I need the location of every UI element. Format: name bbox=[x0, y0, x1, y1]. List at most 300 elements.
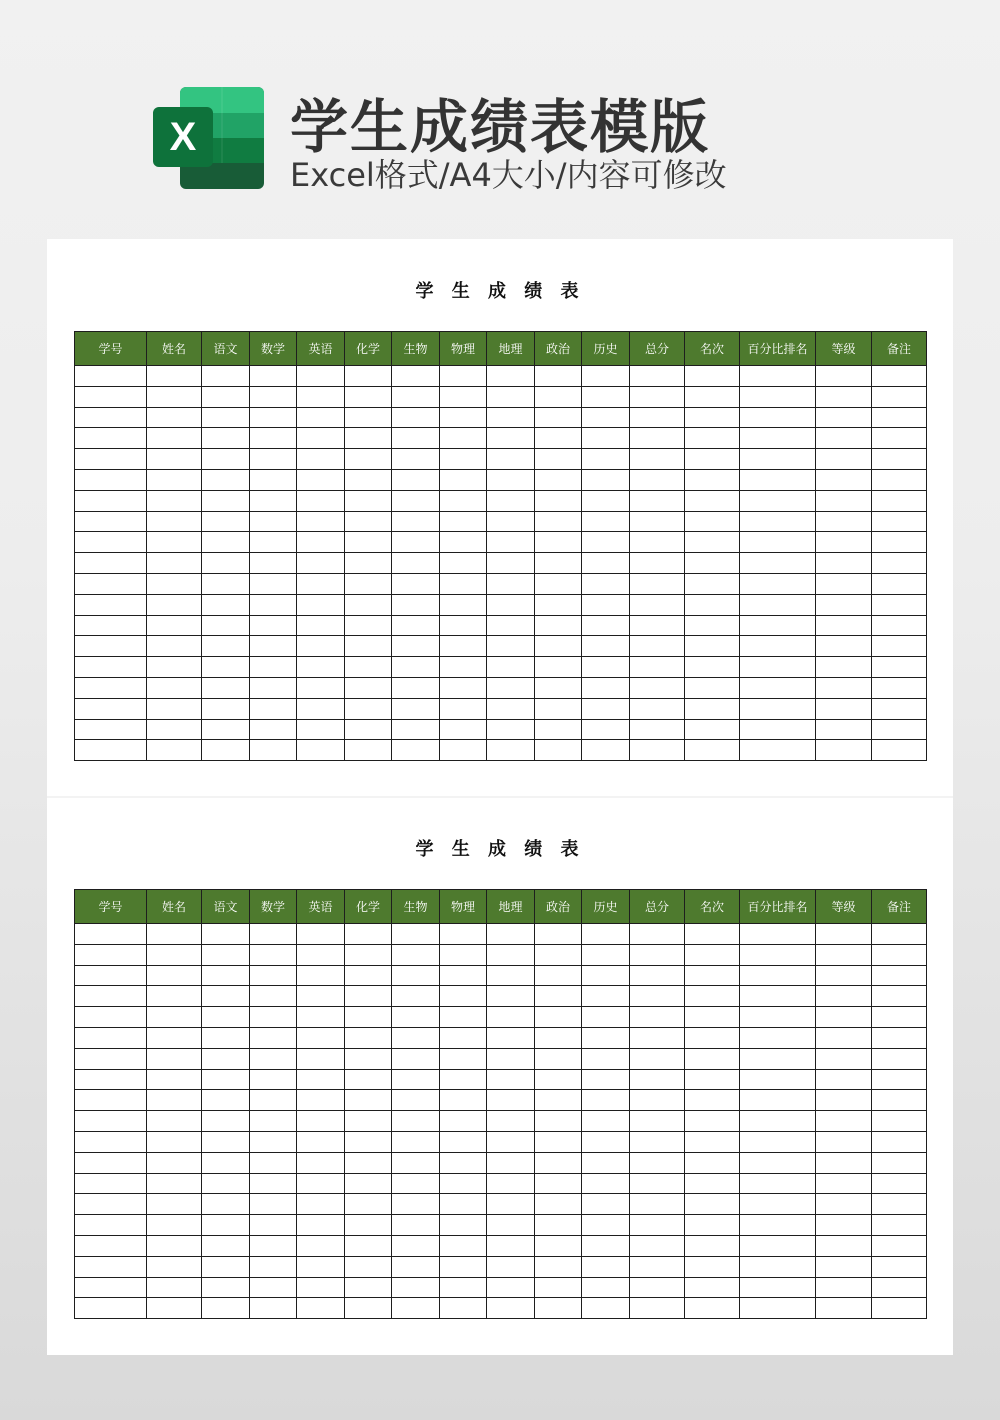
table-cell[interactable] bbox=[392, 1277, 440, 1298]
table-cell[interactable] bbox=[816, 1027, 872, 1048]
table-cell[interactable] bbox=[147, 1235, 202, 1256]
table-cell[interactable] bbox=[535, 532, 582, 553]
table-cell[interactable] bbox=[630, 490, 685, 511]
table-cell[interactable] bbox=[816, 469, 872, 490]
table-cell[interactable] bbox=[535, 1131, 582, 1152]
table-cell[interactable] bbox=[816, 1256, 872, 1277]
table-cell[interactable] bbox=[440, 1256, 487, 1277]
table-cell[interactable] bbox=[816, 986, 872, 1007]
table-cell[interactable] bbox=[535, 469, 582, 490]
table-cell[interactable] bbox=[75, 944, 147, 965]
table-cell[interactable] bbox=[487, 1048, 535, 1069]
table-cell[interactable] bbox=[345, 1194, 392, 1215]
table-cell[interactable] bbox=[816, 1173, 872, 1194]
table-cell[interactable] bbox=[345, 532, 392, 553]
table-cell[interactable] bbox=[740, 1152, 816, 1173]
table-cell[interactable] bbox=[392, 1152, 440, 1173]
table-cell[interactable] bbox=[630, 944, 685, 965]
table-cell[interactable] bbox=[872, 469, 927, 490]
table-cell[interactable] bbox=[816, 428, 872, 449]
table-cell[interactable] bbox=[75, 1194, 147, 1215]
table-cell[interactable] bbox=[75, 1277, 147, 1298]
table-cell[interactable] bbox=[872, 1235, 927, 1256]
table-cell[interactable] bbox=[297, 511, 345, 532]
table-cell[interactable] bbox=[250, 594, 297, 615]
table-cell[interactable] bbox=[685, 553, 740, 574]
table-cell[interactable] bbox=[816, 1277, 872, 1298]
table-cell[interactable] bbox=[816, 1048, 872, 1069]
table-cell[interactable] bbox=[297, 407, 345, 428]
table-cell[interactable] bbox=[872, 944, 927, 965]
table-cell[interactable] bbox=[147, 1298, 202, 1319]
table-cell[interactable] bbox=[487, 615, 535, 636]
table-cell[interactable] bbox=[630, 449, 685, 470]
table-cell[interactable] bbox=[250, 1173, 297, 1194]
table-cell[interactable] bbox=[392, 428, 440, 449]
table-cell[interactable] bbox=[345, 944, 392, 965]
table-cell[interactable] bbox=[487, 986, 535, 1007]
table-cell[interactable] bbox=[440, 1235, 487, 1256]
table-cell[interactable] bbox=[75, 698, 147, 719]
table-cell[interactable] bbox=[75, 1069, 147, 1090]
table-cell[interactable] bbox=[630, 366, 685, 387]
table-cell[interactable] bbox=[75, 386, 147, 407]
table-cell[interactable] bbox=[816, 1235, 872, 1256]
table-cell[interactable] bbox=[872, 449, 927, 470]
table-cell[interactable] bbox=[440, 965, 487, 986]
table-cell[interactable] bbox=[202, 1131, 250, 1152]
table-cell[interactable] bbox=[582, 511, 630, 532]
table-cell[interactable] bbox=[685, 573, 740, 594]
table-cell[interactable] bbox=[392, 740, 440, 761]
table-cell[interactable] bbox=[740, 511, 816, 532]
table-cell[interactable] bbox=[202, 1298, 250, 1319]
table-cell[interactable] bbox=[872, 677, 927, 698]
table-cell[interactable] bbox=[202, 1256, 250, 1277]
table-cell[interactable] bbox=[202, 573, 250, 594]
table-cell[interactable] bbox=[685, 677, 740, 698]
table-cell[interactable] bbox=[740, 636, 816, 657]
table-cell[interactable] bbox=[816, 573, 872, 594]
table-cell[interactable] bbox=[487, 469, 535, 490]
table-cell[interactable] bbox=[582, 636, 630, 657]
table-cell[interactable] bbox=[147, 573, 202, 594]
table-cell[interactable] bbox=[147, 1256, 202, 1277]
table-cell[interactable] bbox=[202, 428, 250, 449]
table-cell[interactable] bbox=[297, 490, 345, 511]
table-cell[interactable] bbox=[872, 1027, 927, 1048]
table-cell[interactable] bbox=[345, 636, 392, 657]
table-cell[interactable] bbox=[147, 366, 202, 387]
table-cell[interactable] bbox=[345, 573, 392, 594]
table-cell[interactable] bbox=[392, 386, 440, 407]
table-cell[interactable] bbox=[250, 1027, 297, 1048]
table-cell[interactable] bbox=[250, 1235, 297, 1256]
table-cell[interactable] bbox=[582, 594, 630, 615]
table-cell[interactable] bbox=[392, 1111, 440, 1132]
table-cell[interactable] bbox=[535, 1298, 582, 1319]
table-cell[interactable] bbox=[75, 965, 147, 986]
table-cell[interactable] bbox=[582, 1235, 630, 1256]
table-cell[interactable] bbox=[345, 677, 392, 698]
table-cell[interactable] bbox=[685, 511, 740, 532]
table-cell[interactable] bbox=[685, 924, 740, 945]
table-cell[interactable] bbox=[630, 636, 685, 657]
table-cell[interactable] bbox=[487, 573, 535, 594]
table-cell[interactable] bbox=[685, 1152, 740, 1173]
table-cell[interactable] bbox=[582, 490, 630, 511]
table-cell[interactable] bbox=[872, 573, 927, 594]
table-cell[interactable] bbox=[630, 1131, 685, 1152]
table-cell[interactable] bbox=[147, 1173, 202, 1194]
table-cell[interactable] bbox=[147, 965, 202, 986]
table-cell[interactable] bbox=[147, 386, 202, 407]
table-cell[interactable] bbox=[297, 944, 345, 965]
table-cell[interactable] bbox=[535, 1277, 582, 1298]
table-cell[interactable] bbox=[630, 469, 685, 490]
table-cell[interactable] bbox=[75, 428, 147, 449]
table-cell[interactable] bbox=[740, 428, 816, 449]
table-cell[interactable] bbox=[297, 1256, 345, 1277]
table-cell[interactable] bbox=[487, 490, 535, 511]
table-cell[interactable] bbox=[630, 1173, 685, 1194]
table-cell[interactable] bbox=[392, 615, 440, 636]
table-cell[interactable] bbox=[685, 636, 740, 657]
table-cell[interactable] bbox=[297, 924, 345, 945]
table-cell[interactable] bbox=[816, 1069, 872, 1090]
table-cell[interactable] bbox=[816, 407, 872, 428]
table-cell[interactable] bbox=[202, 1090, 250, 1111]
table-cell[interactable] bbox=[440, 532, 487, 553]
table-cell[interactable] bbox=[250, 1131, 297, 1152]
table-cell[interactable] bbox=[147, 1048, 202, 1069]
table-cell[interactable] bbox=[582, 944, 630, 965]
table-cell[interactable] bbox=[297, 1298, 345, 1319]
table-cell[interactable] bbox=[630, 1277, 685, 1298]
table-cell[interactable] bbox=[685, 449, 740, 470]
table-cell[interactable] bbox=[582, 719, 630, 740]
table-cell[interactable] bbox=[740, 469, 816, 490]
table-cell[interactable] bbox=[345, 469, 392, 490]
table-cell[interactable] bbox=[630, 965, 685, 986]
table-cell[interactable] bbox=[250, 449, 297, 470]
table-cell[interactable] bbox=[297, 657, 345, 678]
table-cell[interactable] bbox=[345, 1277, 392, 1298]
table-cell[interactable] bbox=[202, 924, 250, 945]
table-cell[interactable] bbox=[392, 1215, 440, 1236]
table-cell[interactable] bbox=[147, 1111, 202, 1132]
table-cell[interactable] bbox=[202, 677, 250, 698]
table-cell[interactable] bbox=[872, 366, 927, 387]
table-cell[interactable] bbox=[872, 719, 927, 740]
table-cell[interactable] bbox=[740, 719, 816, 740]
table-cell[interactable] bbox=[345, 386, 392, 407]
table-cell[interactable] bbox=[535, 594, 582, 615]
table-cell[interactable] bbox=[740, 944, 816, 965]
table-cell[interactable] bbox=[582, 1090, 630, 1111]
table-cell[interactable] bbox=[440, 1007, 487, 1028]
table-cell[interactable] bbox=[202, 986, 250, 1007]
table-cell[interactable] bbox=[816, 1152, 872, 1173]
table-cell[interactable] bbox=[535, 407, 582, 428]
table-cell[interactable] bbox=[582, 1256, 630, 1277]
table-cell[interactable] bbox=[345, 740, 392, 761]
table-cell[interactable] bbox=[345, 1152, 392, 1173]
table-cell[interactable] bbox=[392, 719, 440, 740]
table-cell[interactable] bbox=[75, 449, 147, 470]
table-cell[interactable] bbox=[440, 386, 487, 407]
table-cell[interactable] bbox=[202, 469, 250, 490]
table-cell[interactable] bbox=[250, 386, 297, 407]
table-cell[interactable] bbox=[535, 573, 582, 594]
table-cell[interactable] bbox=[535, 657, 582, 678]
table-cell[interactable] bbox=[740, 553, 816, 574]
table-cell[interactable] bbox=[297, 1152, 345, 1173]
table-cell[interactable] bbox=[147, 657, 202, 678]
table-cell[interactable] bbox=[392, 1048, 440, 1069]
table-cell[interactable] bbox=[872, 1111, 927, 1132]
table-cell[interactable] bbox=[250, 428, 297, 449]
table-cell[interactable] bbox=[440, 986, 487, 1007]
table-cell[interactable] bbox=[872, 1048, 927, 1069]
table-cell[interactable] bbox=[535, 511, 582, 532]
table-cell[interactable] bbox=[250, 1048, 297, 1069]
table-cell[interactable] bbox=[440, 719, 487, 740]
table-cell[interactable] bbox=[392, 1090, 440, 1111]
table-cell[interactable] bbox=[392, 573, 440, 594]
table-cell[interactable] bbox=[535, 924, 582, 945]
table-cell[interactable] bbox=[440, 1152, 487, 1173]
table-cell[interactable] bbox=[535, 698, 582, 719]
table-cell[interactable] bbox=[872, 636, 927, 657]
table-cell[interactable] bbox=[740, 1194, 816, 1215]
table-cell[interactable] bbox=[685, 657, 740, 678]
table-cell[interactable] bbox=[202, 449, 250, 470]
table-cell[interactable] bbox=[630, 1007, 685, 1028]
table-cell[interactable] bbox=[685, 986, 740, 1007]
table-cell[interactable] bbox=[250, 944, 297, 965]
table-cell[interactable] bbox=[392, 532, 440, 553]
table-cell[interactable] bbox=[740, 924, 816, 945]
table-cell[interactable] bbox=[487, 1111, 535, 1132]
table-cell[interactable] bbox=[392, 986, 440, 1007]
table-cell[interactable] bbox=[345, 553, 392, 574]
table-cell[interactable] bbox=[250, 490, 297, 511]
table-cell[interactable] bbox=[392, 449, 440, 470]
table-cell[interactable] bbox=[740, 615, 816, 636]
table-cell[interactable] bbox=[202, 366, 250, 387]
table-cell[interactable] bbox=[147, 944, 202, 965]
table-cell[interactable] bbox=[440, 657, 487, 678]
table-cell[interactable] bbox=[202, 1027, 250, 1048]
table-cell[interactable] bbox=[872, 428, 927, 449]
table-cell[interactable] bbox=[345, 1007, 392, 1028]
table-cell[interactable] bbox=[75, 1256, 147, 1277]
table-cell[interactable] bbox=[147, 407, 202, 428]
table-cell[interactable] bbox=[582, 573, 630, 594]
table-cell[interactable] bbox=[345, 615, 392, 636]
table-cell[interactable] bbox=[202, 1069, 250, 1090]
table-cell[interactable] bbox=[535, 1111, 582, 1132]
table-cell[interactable] bbox=[872, 386, 927, 407]
table-cell[interactable] bbox=[816, 1298, 872, 1319]
table-cell[interactable] bbox=[297, 386, 345, 407]
table-cell[interactable] bbox=[872, 1215, 927, 1236]
table-cell[interactable] bbox=[345, 428, 392, 449]
table-cell[interactable] bbox=[75, 1235, 147, 1256]
table-cell[interactable] bbox=[250, 1215, 297, 1236]
table-cell[interactable] bbox=[535, 1048, 582, 1069]
table-cell[interactable] bbox=[872, 740, 927, 761]
table-cell[interactable] bbox=[487, 1277, 535, 1298]
table-cell[interactable] bbox=[630, 594, 685, 615]
table-cell[interactable] bbox=[740, 573, 816, 594]
table-cell[interactable] bbox=[740, 1027, 816, 1048]
table-cell[interactable] bbox=[250, 698, 297, 719]
table-cell[interactable] bbox=[392, 594, 440, 615]
table-cell[interactable] bbox=[630, 386, 685, 407]
table-cell[interactable] bbox=[487, 1194, 535, 1215]
table-cell[interactable] bbox=[740, 1007, 816, 1028]
table-cell[interactable] bbox=[202, 1152, 250, 1173]
table-cell[interactable] bbox=[872, 1007, 927, 1028]
table-cell[interactable] bbox=[392, 407, 440, 428]
table-cell[interactable] bbox=[75, 924, 147, 945]
table-cell[interactable] bbox=[487, 1256, 535, 1277]
table-cell[interactable] bbox=[440, 553, 487, 574]
table-cell[interactable] bbox=[535, 1194, 582, 1215]
table-cell[interactable] bbox=[297, 1173, 345, 1194]
table-cell[interactable] bbox=[685, 965, 740, 986]
table-cell[interactable] bbox=[75, 1152, 147, 1173]
table-cell[interactable] bbox=[487, 1027, 535, 1048]
table-cell[interactable] bbox=[630, 553, 685, 574]
table-cell[interactable] bbox=[345, 1069, 392, 1090]
table-cell[interactable] bbox=[297, 1069, 345, 1090]
table-cell[interactable] bbox=[345, 1090, 392, 1111]
table-cell[interactable] bbox=[872, 657, 927, 678]
table-cell[interactable] bbox=[147, 1194, 202, 1215]
table-cell[interactable] bbox=[202, 657, 250, 678]
table-cell[interactable] bbox=[535, 449, 582, 470]
table-cell[interactable] bbox=[202, 636, 250, 657]
table-cell[interactable] bbox=[685, 1235, 740, 1256]
table-cell[interactable] bbox=[685, 469, 740, 490]
table-cell[interactable] bbox=[202, 1007, 250, 1028]
table-cell[interactable] bbox=[75, 1298, 147, 1319]
table-cell[interactable] bbox=[75, 1111, 147, 1132]
table-cell[interactable] bbox=[297, 677, 345, 698]
table-cell[interactable] bbox=[872, 1152, 927, 1173]
table-cell[interactable] bbox=[75, 490, 147, 511]
table-cell[interactable] bbox=[440, 1298, 487, 1319]
table-cell[interactable] bbox=[582, 677, 630, 698]
table-cell[interactable] bbox=[816, 1111, 872, 1132]
table-cell[interactable] bbox=[582, 366, 630, 387]
table-cell[interactable] bbox=[740, 1235, 816, 1256]
table-cell[interactable] bbox=[297, 1235, 345, 1256]
table-cell[interactable] bbox=[250, 1069, 297, 1090]
table-cell[interactable] bbox=[202, 532, 250, 553]
table-cell[interactable] bbox=[582, 924, 630, 945]
table-cell[interactable] bbox=[147, 428, 202, 449]
table-cell[interactable] bbox=[250, 407, 297, 428]
table-cell[interactable] bbox=[297, 1215, 345, 1236]
table-cell[interactable] bbox=[685, 1048, 740, 1069]
table-cell[interactable] bbox=[345, 1235, 392, 1256]
table-cell[interactable] bbox=[345, 698, 392, 719]
table-cell[interactable] bbox=[740, 740, 816, 761]
table-cell[interactable] bbox=[582, 386, 630, 407]
table-cell[interactable] bbox=[582, 1277, 630, 1298]
table-cell[interactable] bbox=[740, 1069, 816, 1090]
table-cell[interactable] bbox=[440, 469, 487, 490]
table-cell[interactable] bbox=[816, 532, 872, 553]
table-cell[interactable] bbox=[685, 615, 740, 636]
table-cell[interactable] bbox=[872, 924, 927, 945]
table-cell[interactable] bbox=[440, 573, 487, 594]
table-cell[interactable] bbox=[685, 1194, 740, 1215]
table-cell[interactable] bbox=[297, 1194, 345, 1215]
table-cell[interactable] bbox=[147, 677, 202, 698]
table-cell[interactable] bbox=[392, 657, 440, 678]
table-cell[interactable] bbox=[872, 490, 927, 511]
table-cell[interactable] bbox=[250, 1194, 297, 1215]
table-cell[interactable] bbox=[872, 1194, 927, 1215]
table-cell[interactable] bbox=[297, 1090, 345, 1111]
table-cell[interactable] bbox=[297, 366, 345, 387]
table-cell[interactable] bbox=[202, 594, 250, 615]
table-cell[interactable] bbox=[75, 1027, 147, 1048]
table-cell[interactable] bbox=[487, 636, 535, 657]
table-cell[interactable] bbox=[250, 657, 297, 678]
table-cell[interactable] bbox=[297, 1007, 345, 1028]
table-cell[interactable] bbox=[535, 1256, 582, 1277]
table-cell[interactable] bbox=[147, 532, 202, 553]
table-cell[interactable] bbox=[487, 1069, 535, 1090]
table-cell[interactable] bbox=[250, 924, 297, 945]
table-cell[interactable] bbox=[297, 428, 345, 449]
table-cell[interactable] bbox=[685, 1090, 740, 1111]
table-cell[interactable] bbox=[250, 553, 297, 574]
table-cell[interactable] bbox=[147, 511, 202, 532]
table-cell[interactable] bbox=[440, 1173, 487, 1194]
table-cell[interactable] bbox=[392, 924, 440, 945]
table-cell[interactable] bbox=[297, 986, 345, 1007]
table-cell[interactable] bbox=[147, 469, 202, 490]
table-cell[interactable] bbox=[816, 366, 872, 387]
table-cell[interactable] bbox=[685, 740, 740, 761]
table-cell[interactable] bbox=[630, 1111, 685, 1132]
table-cell[interactable] bbox=[582, 407, 630, 428]
table-cell[interactable] bbox=[345, 1256, 392, 1277]
table-cell[interactable] bbox=[582, 1007, 630, 1028]
table-cell[interactable] bbox=[392, 965, 440, 986]
table-cell[interactable] bbox=[535, 386, 582, 407]
table-cell[interactable] bbox=[582, 469, 630, 490]
table-cell[interactable] bbox=[816, 636, 872, 657]
table-cell[interactable] bbox=[440, 740, 487, 761]
table-cell[interactable] bbox=[487, 428, 535, 449]
table-cell[interactable] bbox=[872, 1277, 927, 1298]
table-cell[interactable] bbox=[535, 1173, 582, 1194]
table-cell[interactable] bbox=[630, 1090, 685, 1111]
table-cell[interactable] bbox=[440, 1131, 487, 1152]
table-cell[interactable] bbox=[487, 657, 535, 678]
table-cell[interactable] bbox=[487, 1215, 535, 1236]
table-cell[interactable] bbox=[297, 469, 345, 490]
table-cell[interactable] bbox=[740, 1256, 816, 1277]
